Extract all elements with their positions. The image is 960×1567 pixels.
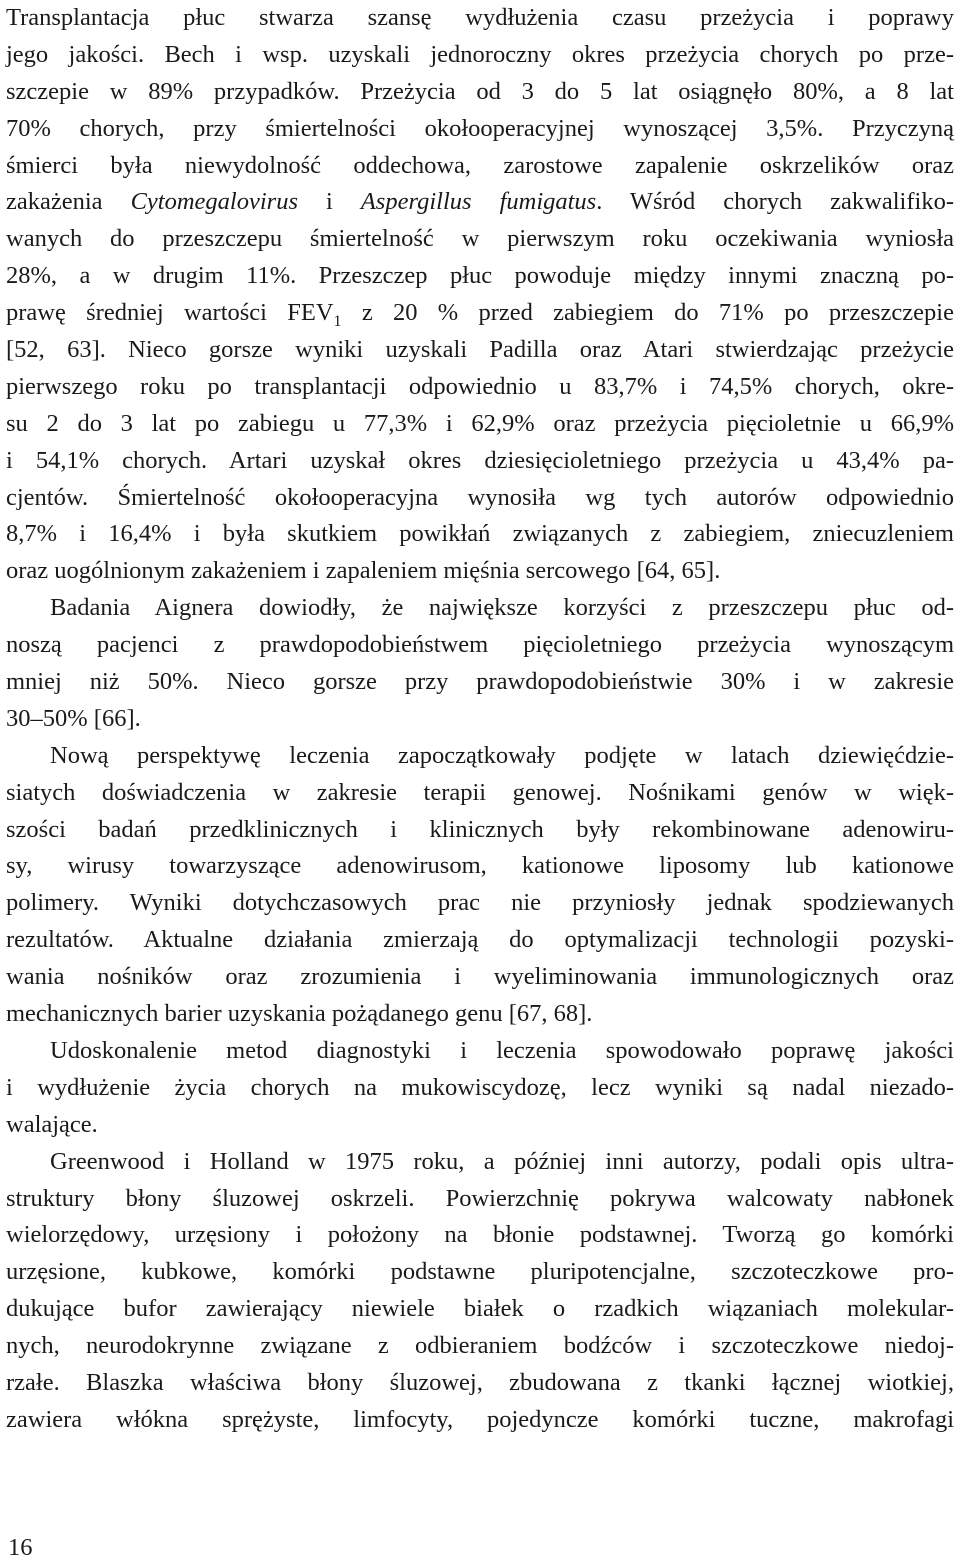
text-line: Badania Aignera dowiodły, że największe korzyści z przeszczepu płuc od- <box>50 594 954 622</box>
text-line: walające. <box>6 1110 98 1138</box>
text-line: rezultatów. Aktualne działania zmierzają do optymalizacji technologii pozyski- <box>6 926 954 954</box>
text-line: Nową perspektywę leczenia zapoczątkowały podjęte w latach dziewięćdzie- <box>50 741 954 769</box>
species-name: Cytomegalovirus <box>130 188 298 216</box>
text-line: noszą pacjenci z prawdopodobieństwem pięcioletniego przeżycia wynoszącym <box>6 631 954 659</box>
subscript: 1 <box>333 313 342 331</box>
text-line: urzęsione, kubkowe, komórki podstawne pluripotencjalne, szczoteczkowe pro- <box>6 1258 954 1286</box>
text-line: Greenwood i Holland w 1975 roku, a później inni autorzy, podali opis ultra- <box>50 1147 954 1175</box>
paragraph-4 <box>6 1033 954 1144</box>
text-line: struktury błony śluzowej oskrzeli. Powierzchnię pokrywa walcowaty nabłonek <box>6 1184 954 1212</box>
document-body <box>6 0 954 1439</box>
text-line: rzałe. Blaszka właściwa błony śluzowej, zbudowana z tkanki łącznej wiotkiej, <box>6 1368 954 1396</box>
text-line: jego jakości. Bech i wsp. uzyskali jednoroczny okres przeżycia chorych po prze- <box>6 40 954 68</box>
text-line: cjentów. Śmiertelność okołooperacyjna wynosiła wg tych autorów odpowiednio <box>6 483 954 511</box>
paragraph-1 <box>6 0 954 590</box>
text-line: szczepie w 89% przypadków. Przeżycia od 3 do 5 lat osiągnęło 80%, a 8 lat <box>6 77 954 105</box>
text-line: i wydłużenie życia chorych na mukowiscydozę, lecz wyniki są nadal niezado- <box>6 1073 954 1101</box>
page-number: 16 <box>8 1534 33 1561</box>
text-line: 28%, a w drugim 11%. Przeszczep płuc powoduje między innymi znaczną po- <box>6 262 954 290</box>
text-line: dukujące bufor zawierający niewiele białek o rzadkich wiązaniach molekular- <box>6 1295 954 1323</box>
text-line-with-subscript <box>6 295 954 332</box>
text-line: śmierci była niewydolność oddechowa, zarostowe zapalenie oskrzelików oraz <box>6 151 954 179</box>
text-line: siatych doświadczenia w zakresie terapii genowej. Nośnikami genów w więk- <box>6 778 954 806</box>
text-line: 70% chorych, przy śmiertelności okołooperacyjnej wynoszącej 3,5%. Przyczyną <box>6 114 954 142</box>
text-line: zawiera włókna sprężyste, limfocyty, pojedyncze komórki tuczne, makrofagi <box>6 1405 954 1433</box>
text-line: 8,7% i 16,4% i była skutkiem powikłań związanych z zabiegiem, zniecuzleniem <box>6 520 954 548</box>
text-line: oraz uogólnionym zakażeniem i zapaleniem mięśnia sercowego [64, 65]. <box>6 557 721 585</box>
text-line: i 54,1% chorych. Artari uzyskał okres dziesięcioletniego przeżycia u 43,4% pa- <box>6 446 954 474</box>
text-line: wielorzędowy, urzęsiony i położony na błonie podstawnej. Tworzą go komórki <box>6 1221 954 1249</box>
text-segment: zakażenia <box>6 188 131 216</box>
text-line: [52, 63]. Nieco gorsze wyniki uzyskali Padilla oraz Atari stwierdzając przeżycie <box>6 336 954 364</box>
text-segment: i <box>297 188 361 216</box>
paragraph-5 <box>6 1144 954 1439</box>
paragraph-3 <box>6 738 954 1033</box>
text-line-with-species <box>6 184 954 221</box>
species-name: Aspergillus fumigatus <box>360 188 597 216</box>
text-line: 30–50% [66]. <box>6 704 141 732</box>
text-segment: . Wśród chorych zakwalifiko- <box>596 188 954 216</box>
text-line: szości badań przedklinicznych i klinicznych były rekombinowane adenowiru- <box>6 815 954 843</box>
text-line: mniej niż 50%. Nieco gorsze przy prawdopodobieństwie 30% i w zakresie <box>6 668 954 696</box>
text-line: wania nośników oraz zrozumienia i wyeliminowania immunologicznych oraz <box>6 963 954 991</box>
text-line: Udoskonalenie metod diagnostyki i leczenia spowodowało poprawę jakości <box>50 1036 954 1064</box>
text-line: wanych do przeszczepu śmiertelność w pierwszym roku oczekiwania wyniosła <box>6 225 954 253</box>
text-segment: z 20 % przed zabiegiem do 71% po przeszczepie <box>341 299 954 327</box>
paragraph-2 <box>6 590 954 738</box>
text-line: Transplantacja płuc stwarza szansę wydłużenia czasu przeżycia i poprawy <box>6 4 954 31</box>
text-line: polimery. Wyniki dotychczasowych prac nie przyniosły jednak spodziewanych <box>6 889 954 917</box>
text-line: mechanicznych barier uzyskania pożądanego genu [67, 68]. <box>6 1000 593 1028</box>
text-segment: prawę średniej wartości FEV <box>6 299 334 327</box>
text-line: nych, neurodokrynne związane z odbieraniem bodźców i szczoteczkowe niedoj- <box>6 1332 954 1360</box>
text-line: sy, wirusy towarzyszące adenowirusom, kationowe liposomy lub kationowe <box>6 852 954 880</box>
text-line: su 2 do 3 lat po zabiegu u 77,3% i 62,9% oraz przeżycia pięcioletnie u 66,9% <box>6 409 954 437</box>
text-line: pierwszego roku po transplantacji odpowiednio u 83,7% i 74,5% chorych, okre- <box>6 372 954 400</box>
